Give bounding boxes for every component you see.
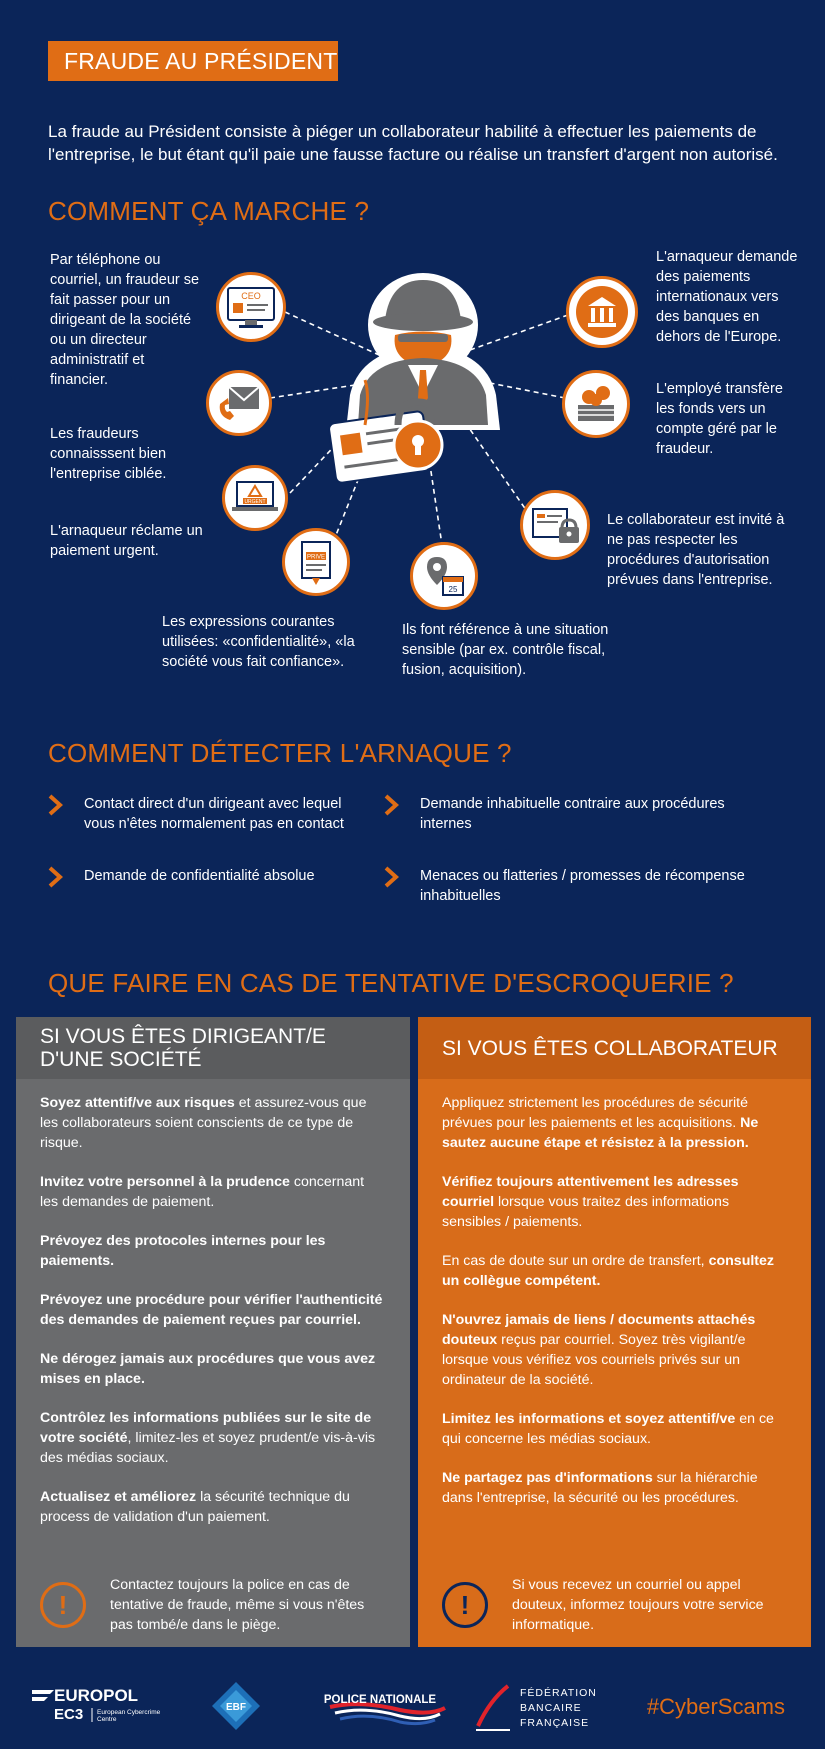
svg-text:25: 25	[448, 585, 458, 594]
advice-item	[40, 1349, 386, 1389]
detect-heading: COMMENT DÉTECTER L'ARNAQUE ?	[48, 738, 512, 768]
money-stack-icon	[562, 370, 630, 438]
europol-logo	[32, 1686, 161, 1723]
how-text-impersonation: Par téléphone ou courriel, un fraudeur se fait passer pour un dirigeant de la société ou un directeur administratif et financier.	[50, 252, 200, 388]
how-text-procedures: Le collaborateur est invité à ne pas respecter les procédures d'autorisation prévues dans l'entreprise.	[607, 512, 785, 588]
detect-item-text: Demande inhabituelle contraire aux procédures internes	[420, 796, 725, 832]
advice-item	[442, 1409, 787, 1449]
advice-emphasis: N'ouvrez jamais de liens / documents attachés douteux	[442, 1312, 756, 1348]
private-document-icon	[282, 528, 350, 596]
svg-text:FRANÇAISE: FRANÇAISE	[520, 1717, 590, 1729]
advice-text: , limitez-les et soyez prudent/e vis-à-vis des médias sociaux.	[40, 1430, 376, 1466]
employee-advice-list	[418, 1079, 811, 1508]
phone-mail-icon	[206, 370, 272, 436]
svg-text:CEO: CEO	[241, 291, 261, 301]
svg-text:POLICE NATIONALE: POLICE NATIONALE	[323, 1694, 437, 1706]
advice-emphasis: Ne partagez pas d'informations	[442, 1470, 653, 1486]
bank-icon	[566, 276, 638, 348]
how-text-international: L'arnaqueur demande des paiements internationaux vers des banques en dehors de l'Europe.	[656, 249, 798, 345]
manager-alert-text: Contactez toujours la police en cas de tentative de fraude, même si vous n'êtes pas tombé/e dans le piège.	[110, 1577, 365, 1633]
ebf-logo	[212, 1682, 260, 1730]
employee-alert	[442, 1575, 791, 1635]
advice-text: la sécurité technique du process de validation d'un paiement.	[40, 1489, 350, 1525]
svg-text:Centre: Centre	[97, 1716, 117, 1723]
advice-item	[40, 1408, 386, 1468]
page-title: FRAUDE AU PRÉSIDENT	[48, 41, 338, 81]
manager-panel-title	[16, 1017, 410, 1079]
manager-advice-list	[16, 1079, 410, 1527]
manager-title-line2: D'UNE SOCIÉTÉ	[40, 1048, 202, 1071]
advice-item	[442, 1251, 787, 1291]
advice-emphasis: Soyez attentif/ve aux risques	[40, 1095, 235, 1111]
svg-text:EBF: EBF	[226, 1702, 246, 1713]
svg-text:European Cybercrime: European Cybercrime	[97, 1709, 161, 1716]
ceo-computer-icon	[216, 272, 286, 342]
detect-item	[384, 794, 764, 834]
exclamation-icon: !	[442, 1582, 488, 1628]
fbf-logo	[476, 1686, 597, 1730]
detect-item-text: Demande de confidentialité absolue	[84, 868, 315, 884]
svg-text:URGENT: URGENT	[244, 499, 266, 505]
advice-item	[40, 1172, 386, 1212]
chevron-right-icon	[384, 794, 400, 816]
how-text-expressions: Les expressions courantes utilisées: «confidentialité», «la société vous fait confiance».	[162, 614, 355, 670]
advice-item	[40, 1290, 386, 1330]
detect-item-text: Menaces ou flatteries / promesses de récompense inhabituelles	[420, 868, 745, 904]
advice-text: reçus par courriel. Soyez très vigilant/e lorsque vous vérifiez vos courriels privés sur un ordinateur de la société.	[442, 1332, 746, 1388]
advice-emphasis: Ne sautez aucune étape et résistez à la pression.	[442, 1115, 759, 1151]
advice-item	[442, 1468, 787, 1508]
police-nationale-logo	[324, 1694, 445, 1724]
location-calendar-icon	[410, 542, 478, 610]
manager-title-line1: SI VOUS ÊTES DIRIGEANT/E	[40, 1025, 326, 1048]
advice-text: lorsque vous traitez des informations sensibles / paiements.	[442, 1194, 730, 1230]
employee-alert-text: Si vous recevez un courriel ou appel douteux, informez toujours votre service informatique.	[512, 1577, 764, 1633]
advice-text: en ce qui concerne les médias sociaux.	[442, 1411, 774, 1447]
secure-screen-icon	[520, 490, 590, 560]
chevron-right-icon	[384, 866, 400, 888]
svg-text:PRIVE: PRIVE	[306, 554, 326, 561]
advice-text: Appliquez strictement les procédures de sécurité prévues pour les paiements et les acquisitions.	[442, 1095, 748, 1131]
advice-item	[40, 1487, 386, 1527]
how-text-urgent: L'arnaqueur réclame un paiement urgent.	[50, 523, 203, 559]
advice-item	[442, 1172, 787, 1232]
advice-emphasis: Ne dérogez jamais aux procédures que vous avez mises en place.	[40, 1351, 376, 1387]
advice-item	[40, 1093, 386, 1153]
urgent-laptop-icon	[222, 465, 288, 531]
advice-emphasis: consultez un collègue compétent.	[442, 1253, 775, 1289]
employee-panel-title: SI VOUS ÊTES COLLABORATEUR	[418, 1017, 811, 1079]
advice-item	[442, 1093, 787, 1153]
hashtag: #CyberScams	[646, 1694, 785, 1719]
advice-emphasis: Actualisez et améliorez	[40, 1489, 197, 1505]
svg-text:EUROPOL: EUROPOL	[54, 1686, 139, 1705]
intro-text: La fraude au Président consiste à piéger un collaborateur habilité à effectuer les paiements de l'entreprise, le but étant qu'il paie une fausse facture ou réalise un transfert d'argent non autorisé.	[48, 122, 778, 164]
advice-emphasis: Prévoyez une procédure pour vérifier l'authenticité des demandes de paiement reçues par courriel.	[40, 1292, 383, 1328]
advice-text: concernant les demandes de paiement.	[40, 1174, 365, 1210]
chevron-right-icon	[48, 866, 64, 888]
advice-emphasis: Limitez les informations et soyez attentif/ve	[442, 1411, 736, 1427]
detect-item	[384, 866, 764, 906]
how-heading: COMMENT ÇA MARCHE ?	[48, 196, 370, 226]
svg-text:BANCAIRE: BANCAIRE	[520, 1702, 582, 1714]
advice-emphasis: Vérifiez toujours attentivement les adresses courriel	[442, 1174, 739, 1210]
hacker-figure	[346, 273, 500, 430]
svg-text:EC3: EC3	[54, 1706, 84, 1723]
footer	[0, 1670, 825, 1749]
advice-text: et assurez-vous que les collaborateurs soient conscients de ce type de risque.	[40, 1095, 367, 1151]
svg-text:FÉDÉRATION: FÉDÉRATION	[520, 1687, 597, 1699]
manager-alert	[40, 1575, 390, 1635]
chevron-right-icon	[48, 794, 64, 816]
advice-text: sur la hiérarchie dans l'entreprise, la sécurité ou les procédures.	[442, 1470, 758, 1506]
employee-panel	[418, 1017, 811, 1647]
advice-emphasis: Prévoyez des protocoles internes pour les paiements.	[40, 1233, 326, 1269]
exclamation-icon: !	[40, 1582, 86, 1628]
advice-emphasis: Contrôlez les informations publiées sur le site de votre société	[40, 1410, 372, 1446]
detect-item-text: Contact direct d'un dirigeant avec lequel vous n'êtes normalement pas en contact	[84, 796, 344, 832]
detect-item	[48, 794, 368, 834]
how-text-knowledge: Les fraudeurs connaisssent bien l'entreprise ciblée.	[50, 426, 167, 482]
advice-item	[442, 1310, 787, 1390]
manager-panel	[16, 1017, 410, 1647]
how-text-situation: Ils font référence à une situation sensible (par ex. contrôle fiscal, fusion, acquisition).	[402, 622, 609, 678]
advice-item	[40, 1231, 386, 1271]
advice-emphasis: Invitez votre personnel à la prudence	[40, 1174, 290, 1190]
advice-text: En cas de doute sur un ordre de transfert,	[442, 1253, 709, 1269]
action-heading: QUE FAIRE EN CAS DE TENTATIVE D'ESCROQUERIE ?	[48, 968, 734, 998]
detect-item	[48, 866, 368, 888]
how-text-transfer: L'employé transfère les fonds vers un compte géré par le fraudeur.	[656, 381, 783, 457]
